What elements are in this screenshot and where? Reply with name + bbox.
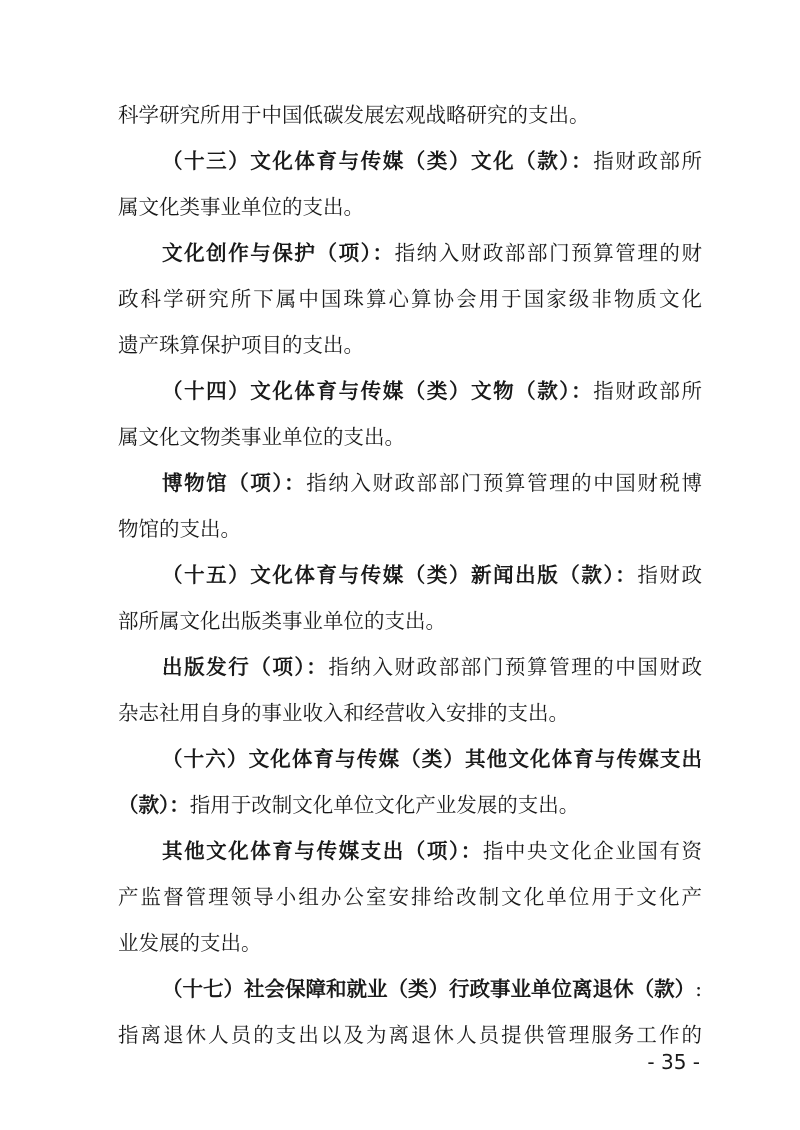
section-heading-line	[118, 736, 702, 782]
text-line: 属文化文物类事业单位的支出。	[118, 425, 405, 449]
text-line: 指离退休人员的支出以及为离退休人员提供管理服务工作的	[118, 1023, 702, 1047]
text-line: 物馆的支出。	[118, 517, 241, 541]
section-heading: （十四）文化体育与传媒（类）文物（款）：	[162, 379, 594, 403]
text-line: 部所属文化出版类事业单位的支出。	[118, 609, 446, 633]
item-heading-line: 其他文化体育与传媒支出（项）：指中央文化企业国有资	[162, 839, 702, 863]
section-heading: （十三）文化体育与传媒（类）文化（款）：	[162, 149, 594, 173]
text-line: （款）：指用于改制文化单位文化产业发展的支出。	[118, 793, 580, 817]
text-line: 政科学研究所下属中国珠算心算协会用于国家级非物质文化	[118, 287, 702, 311]
item-heading: 博物馆（项）：	[162, 471, 307, 495]
section-heading-line: （十四）文化体育与传媒（类）文物（款）：指财政部所	[162, 379, 703, 403]
text-line: 产监督管理领导小组办公室安排给改制文化单位用于文化产	[118, 885, 702, 909]
section-heading: （十六）文化体育与传媒（类）其他文化体育与传媒支出	[162, 747, 702, 771]
text-line: 业发展的支出。	[118, 931, 262, 955]
item-heading: 出版发行（项）：	[162, 655, 329, 679]
item-heading-line: 出版发行（项）：指纳入财政部部门预算管理的中国财政	[162, 655, 703, 679]
document-body	[118, 92, 702, 1058]
item-heading: 其他文化体育与传媒支出（项）：	[162, 839, 483, 863]
section-heading: （十七）社会保障和就业（类）行政事业单位离退休（款）	[162, 977, 696, 1001]
page-number: - 35 -	[647, 1050, 700, 1074]
section-heading-line: （十五）文化体育与传媒（类）新闻出版（款）：指财政	[162, 563, 703, 587]
section-heading: （十五）文化体育与传媒（类）新闻出版（款）：	[162, 563, 638, 587]
item-heading-line: 博物馆（项）：指纳入财政部部门预算管理的中国财税博	[162, 471, 703, 495]
section-heading-line: （十七）社会保障和就业（类）行政事业单位离退休（款）:	[162, 977, 702, 1001]
item-heading-line: 文化创作与保护（项）：指纳入财政部部门预算管理的财	[162, 241, 703, 265]
text-line: 杂志社用自身的事业收入和经营收入安排的支出。	[118, 701, 569, 725]
text-line: 科学研究所用于中国低碳发展宏观战略研究的支出。	[118, 103, 590, 127]
text-line: 属文化类事业单位的支出。	[118, 195, 364, 219]
section-heading-line: （十三）文化体育与传媒（类）文化（款）：指财政部所	[162, 149, 703, 173]
text-line: 遗产珠算保护项目的支出。	[118, 333, 364, 357]
item-heading: 文化创作与保护（项）：	[162, 241, 395, 265]
